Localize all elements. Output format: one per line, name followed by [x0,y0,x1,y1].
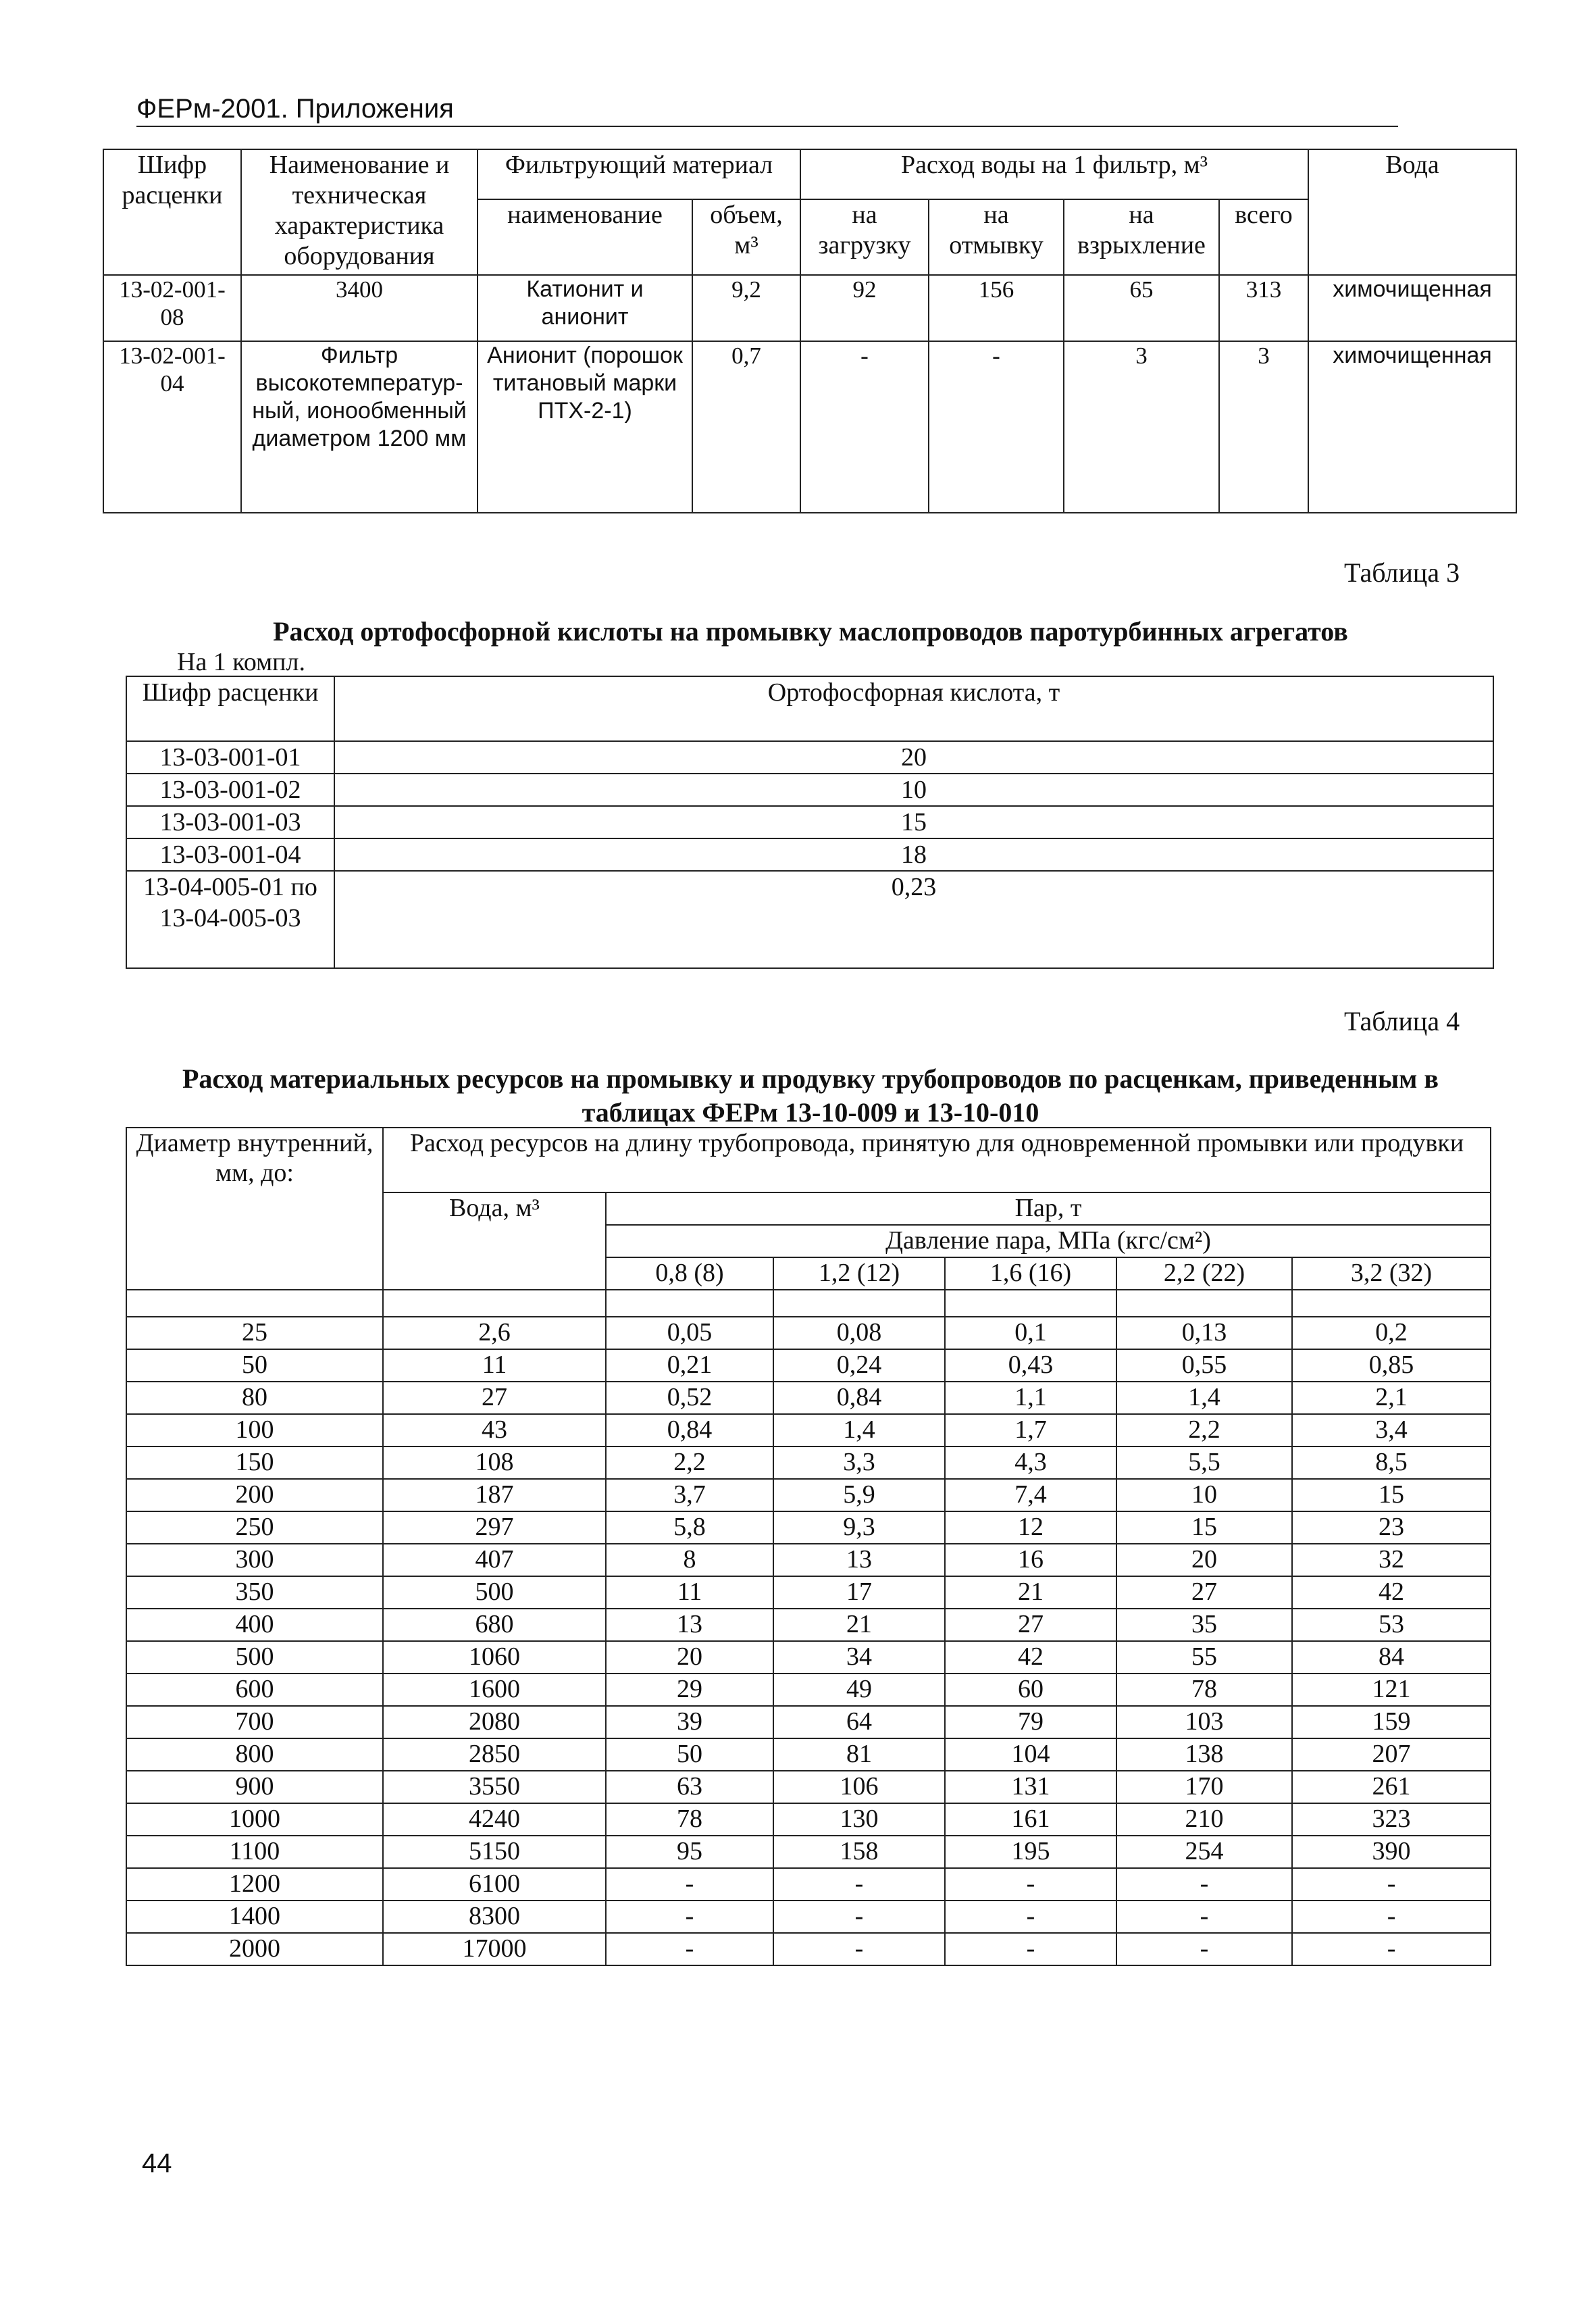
row-steam-2-2: 27 [1116,1576,1292,1609]
table-row [126,806,1493,838]
row-steam-0-8: 50 [606,1738,773,1771]
row-steam-1-6: 1,7 [945,1414,1116,1447]
table-row [126,1933,1491,1965]
row-diameter: 1200 [126,1868,383,1901]
row-steam-1-2: 21 [773,1609,945,1641]
row-water: 2080 [383,1706,606,1738]
row-diameter: 80 [126,1382,383,1414]
row-water: 1060 [383,1641,606,1674]
table-row [126,1511,1491,1544]
row-steam-1-6: 161 [945,1803,1116,1836]
phosphoric-acid-table [126,676,1494,969]
row-steam-1-2: 49 [773,1674,945,1706]
row-steam-0-8: - [606,1868,773,1901]
row-steam-1-2: 0,08 [773,1317,945,1349]
row-steam-0-8: 20 [606,1641,773,1674]
table4-title: Расход материальных ресурсов на промывку и продувку трубопроводов по расценкам, приведенным в таблицах ФЕРм 13-10-009 и 13-10-010 [182,1063,1439,1128]
row-steam-0-8: 13 [606,1609,773,1641]
row-diameter: 600 [126,1674,383,1706]
row-water: химочищенная [1308,341,1516,513]
row-code: 13-04-005-01 по 13-04-005-03 [126,871,334,968]
row-diameter: 400 [126,1609,383,1641]
row-steam-0-8: 0,05 [606,1317,773,1349]
row-diameter: 700 [126,1706,383,1738]
row-steam-2-2: 2,2 [1116,1414,1292,1447]
row-steam-3-2: - [1292,1933,1491,1965]
row-water: 5150 [383,1836,606,1868]
row-water: 8300 [383,1901,606,1933]
row-diameter: 100 [126,1414,383,1447]
row-steam-2-2: 10 [1116,1479,1292,1511]
row-water: 17000 [383,1933,606,1965]
col-acid-header: Ортофосфорная кислота, т [334,676,1493,741]
row-name: 3400 [241,275,478,341]
row-steam-1-6: 4,3 [945,1447,1116,1479]
row-diameter: 350 [126,1576,383,1609]
row-water: 27 [383,1382,606,1414]
table-row [126,1803,1491,1836]
row-steam-2-2: 55 [1116,1641,1292,1674]
col-code-header: Шифр расценки [126,676,334,741]
table-row [103,341,1516,513]
row-diameter: 900 [126,1771,383,1803]
row-steam-1-2: 17 [773,1576,945,1609]
row-steam-1-2: 5,9 [773,1479,945,1511]
row-water: 407 [383,1544,606,1576]
row-diameter: 250 [126,1511,383,1544]
row-load: - [800,341,929,513]
row-steam-1-6: 79 [945,1706,1116,1738]
row-code: 13-02-001-08 [103,275,241,341]
col-pressure-1-6: 1,6 (16) [945,1257,1116,1290]
row-total: 313 [1219,275,1308,341]
row-water: 43 [383,1414,606,1447]
table-row [126,1836,1491,1868]
table-row [126,1317,1491,1349]
row-steam-2-2: 0,55 [1116,1349,1292,1382]
running-header: ФЕРм-2001. Приложения [136,93,1398,127]
col-filter-material-header: Фильтрующий материал [478,149,800,199]
row-water: 108 [383,1447,606,1479]
row-volume: 9,2 [692,275,800,341]
table3-title: Расход ортофосфорной кислоты на промывку маслопроводов паротурбинных агрегатов [273,616,1348,647]
col-steam-header: Пар, т [606,1192,1491,1225]
row-steam-1-2: 106 [773,1771,945,1803]
row-steam-3-2: 323 [1292,1803,1491,1836]
spacer-row [126,1290,1491,1317]
row-wash: 156 [929,275,1064,341]
page-number: 44 [142,2148,172,2178]
col-water-header: Вода, м³ [383,1192,606,1290]
table-row [126,1674,1491,1706]
table-row [126,1544,1491,1576]
row-steam-0-8: 11 [606,1576,773,1609]
table-row [126,1349,1491,1382]
table-row [126,871,1493,968]
row-steam-2-2: 254 [1116,1836,1292,1868]
table-row [126,1641,1491,1674]
row-water: 500 [383,1576,606,1609]
row-code: 13-03-001-03 [126,806,334,838]
row-code: 13-03-001-01 [126,741,334,774]
row-diameter: 1000 [126,1803,383,1836]
row-water: 4240 [383,1803,606,1836]
filter-water-table [103,149,1517,513]
row-steam-3-2: 3,4 [1292,1414,1491,1447]
row-steam-2-2: 103 [1116,1706,1292,1738]
row-steam-1-2: 9,3 [773,1511,945,1544]
row-water: 11 [383,1349,606,1382]
row-steam-0-8: 63 [606,1771,773,1803]
col-resources-header: Расход ресурсов на длину трубопровода, принятую для одновременной промывки или продувки [383,1128,1491,1192]
row-steam-0-8: 8 [606,1544,773,1576]
row-steam-1-2: 81 [773,1738,945,1771]
row-steam-2-2: 170 [1116,1771,1292,1803]
col-material-name-header: наименование [478,199,692,275]
row-steam-3-2: 15 [1292,1479,1491,1511]
row-steam-2-2: - [1116,1901,1292,1933]
table-row [126,1706,1491,1738]
row-diameter: 800 [126,1738,383,1771]
row-steam-0-8: 39 [606,1706,773,1738]
table-row [126,1901,1491,1933]
row-water: 3550 [383,1771,606,1803]
row-diameter: 300 [126,1544,383,1576]
row-water: 187 [383,1479,606,1511]
row-load: 92 [800,275,929,341]
row-steam-1-6: 104 [945,1738,1116,1771]
row-water: 2850 [383,1738,606,1771]
table-row [103,275,1516,341]
row-value: 10 [334,774,1493,806]
row-steam-0-8: 0,52 [606,1382,773,1414]
row-steam-3-2: 121 [1292,1674,1491,1706]
row-steam-0-8: 0,21 [606,1349,773,1382]
col-code-header: Шифр расценки [103,149,241,275]
row-steam-1-6: 0,43 [945,1349,1116,1382]
row-diameter: 2000 [126,1933,383,1965]
row-steam-3-2: 207 [1292,1738,1491,1771]
row-steam-1-6: - [945,1933,1116,1965]
pipeline-flushing-table [126,1127,1491,1966]
row-steam-1-2: 3,3 [773,1447,945,1479]
col-water-header: Вода [1308,149,1516,275]
row-steam-1-2: 158 [773,1836,945,1868]
row-diameter: 50 [126,1349,383,1382]
row-water: 6100 [383,1868,606,1901]
row-steam-1-6: 21 [945,1576,1116,1609]
row-steam-2-2: 0,13 [1116,1317,1292,1349]
row-steam-0-8: 5,8 [606,1511,773,1544]
row-steam-2-2: 210 [1116,1803,1292,1836]
row-steam-0-8: 95 [606,1836,773,1868]
table-row [126,774,1493,806]
row-steam-0-8: 78 [606,1803,773,1836]
row-material: Катионит и анионит [478,275,692,341]
row-value: 18 [334,838,1493,871]
table-row [126,1382,1491,1414]
row-wash: - [929,341,1064,513]
col-name-header: Наименование и техническая характеристика оборудования [241,149,478,275]
row-steam-3-2: - [1292,1901,1491,1933]
row-steam-1-6: 131 [945,1771,1116,1803]
row-steam-2-2: 78 [1116,1674,1292,1706]
row-steam-1-2: 0,24 [773,1349,945,1382]
row-material: Анионит (порошок титановый марки ПТХ-2-1) [478,341,692,513]
row-value: 20 [334,741,1493,774]
row-steam-3-2: 42 [1292,1576,1491,1609]
row-value: 0,23 [334,871,1493,968]
row-diameter: 1400 [126,1901,383,1933]
row-steam-3-2: 8,5 [1292,1447,1491,1479]
col-total-header: всего [1219,199,1308,275]
row-steam-1-6: - [945,1901,1116,1933]
row-code: 13-02-001-04 [103,341,241,513]
row-steam-3-2: 0,2 [1292,1317,1491,1349]
table-row [126,1738,1491,1771]
table-row [126,1414,1491,1447]
table-row [126,1609,1491,1641]
row-steam-1-2: - [773,1901,945,1933]
table3-unit: На 1 компл. [177,648,305,676]
col-material-volume-header: объем, м³ [692,199,800,275]
row-water: 680 [383,1609,606,1641]
row-steam-1-2: 34 [773,1641,945,1674]
row-steam-1-6: 16 [945,1544,1116,1576]
row-code: 13-03-001-04 [126,838,334,871]
row-steam-1-6: 0,1 [945,1317,1116,1349]
row-steam-1-2: 0,84 [773,1382,945,1414]
row-steam-1-6: 1,1 [945,1382,1116,1414]
row-steam-2-2: 35 [1116,1609,1292,1641]
row-steam-0-8: - [606,1933,773,1965]
table-row [126,741,1493,774]
row-diameter: 150 [126,1447,383,1479]
col-pressure-header: Давление пара, МПа (кгс/см²) [606,1225,1491,1257]
row-steam-1-6: 195 [945,1836,1116,1868]
row-steam-1-6: 42 [945,1641,1116,1674]
row-water: 1600 [383,1674,606,1706]
row-steam-0-8: 29 [606,1674,773,1706]
row-steam-1-2: - [773,1868,945,1901]
col-pressure-2-2: 2,2 (22) [1116,1257,1292,1290]
row-steam-1-6: 12 [945,1511,1116,1544]
row-steam-0-8: - [606,1901,773,1933]
row-code: 13-03-001-02 [126,774,334,806]
row-steam-1-6: - [945,1868,1116,1901]
row-steam-1-2: 13 [773,1544,945,1576]
row-steam-1-2: - [773,1933,945,1965]
col-loosen-header: на взрыхление [1064,199,1219,275]
row-steam-3-2: 53 [1292,1609,1491,1641]
row-steam-3-2: 261 [1292,1771,1491,1803]
row-steam-2-2: 15 [1116,1511,1292,1544]
table-row [126,838,1493,871]
row-steam-3-2: 23 [1292,1511,1491,1544]
row-steam-2-2: 1,4 [1116,1382,1292,1414]
table-row [126,1771,1491,1803]
row-diameter: 200 [126,1479,383,1511]
col-pressure-0-8: 0,8 (8) [606,1257,773,1290]
row-steam-2-2: - [1116,1933,1292,1965]
row-water: 297 [383,1511,606,1544]
table-row [126,1447,1491,1479]
col-water-consumption-header: Расход воды на 1 фильтр, м³ [800,149,1308,199]
col-diameter-header: Диаметр внутренний, мм, до: [126,1128,383,1290]
table4-label: Таблица 4 [1344,1006,1460,1036]
col-load-header: на загрузку [800,199,929,275]
row-steam-0-8: 3,7 [606,1479,773,1511]
row-water: 2,6 [383,1317,606,1349]
row-steam-3-2: 84 [1292,1641,1491,1674]
row-name: Фильтр высокотемператур-ный, ионообменный диаметром 1200 мм [241,341,478,513]
row-loosen: 65 [1064,275,1219,341]
row-steam-1-6: 27 [945,1609,1116,1641]
col-pressure-1-2: 1,2 (12) [773,1257,945,1290]
row-steam-3-2: 159 [1292,1706,1491,1738]
row-steam-3-2: 390 [1292,1836,1491,1868]
row-loosen: 3 [1064,341,1219,513]
table-row [126,1868,1491,1901]
row-steam-2-2: 20 [1116,1544,1292,1576]
row-volume: 0,7 [692,341,800,513]
table-row [126,1479,1491,1511]
row-steam-3-2: 2,1 [1292,1382,1491,1414]
row-steam-0-8: 2,2 [606,1447,773,1479]
row-diameter: 1100 [126,1836,383,1868]
row-value: 15 [334,806,1493,838]
row-steam-3-2: 32 [1292,1544,1491,1576]
row-water: химочищенная [1308,275,1516,341]
col-pressure-3-2: 3,2 (32) [1292,1257,1491,1290]
row-total: 3 [1219,341,1308,513]
row-steam-1-2: 130 [773,1803,945,1836]
row-diameter: 25 [126,1317,383,1349]
table-row [126,1576,1491,1609]
row-steam-2-2: 138 [1116,1738,1292,1771]
row-steam-1-2: 1,4 [773,1414,945,1447]
row-diameter: 500 [126,1641,383,1674]
row-steam-2-2: - [1116,1868,1292,1901]
row-steam-3-2: 0,85 [1292,1349,1491,1382]
row-steam-0-8: 0,84 [606,1414,773,1447]
row-steam-2-2: 5,5 [1116,1447,1292,1479]
row-steam-1-6: 60 [945,1674,1116,1706]
row-steam-1-6: 7,4 [945,1479,1116,1511]
table3-label: Таблица 3 [1344,557,1460,588]
row-steam-1-2: 64 [773,1706,945,1738]
col-wash-header: на отмывку [929,199,1064,275]
row-steam-3-2: - [1292,1868,1491,1901]
